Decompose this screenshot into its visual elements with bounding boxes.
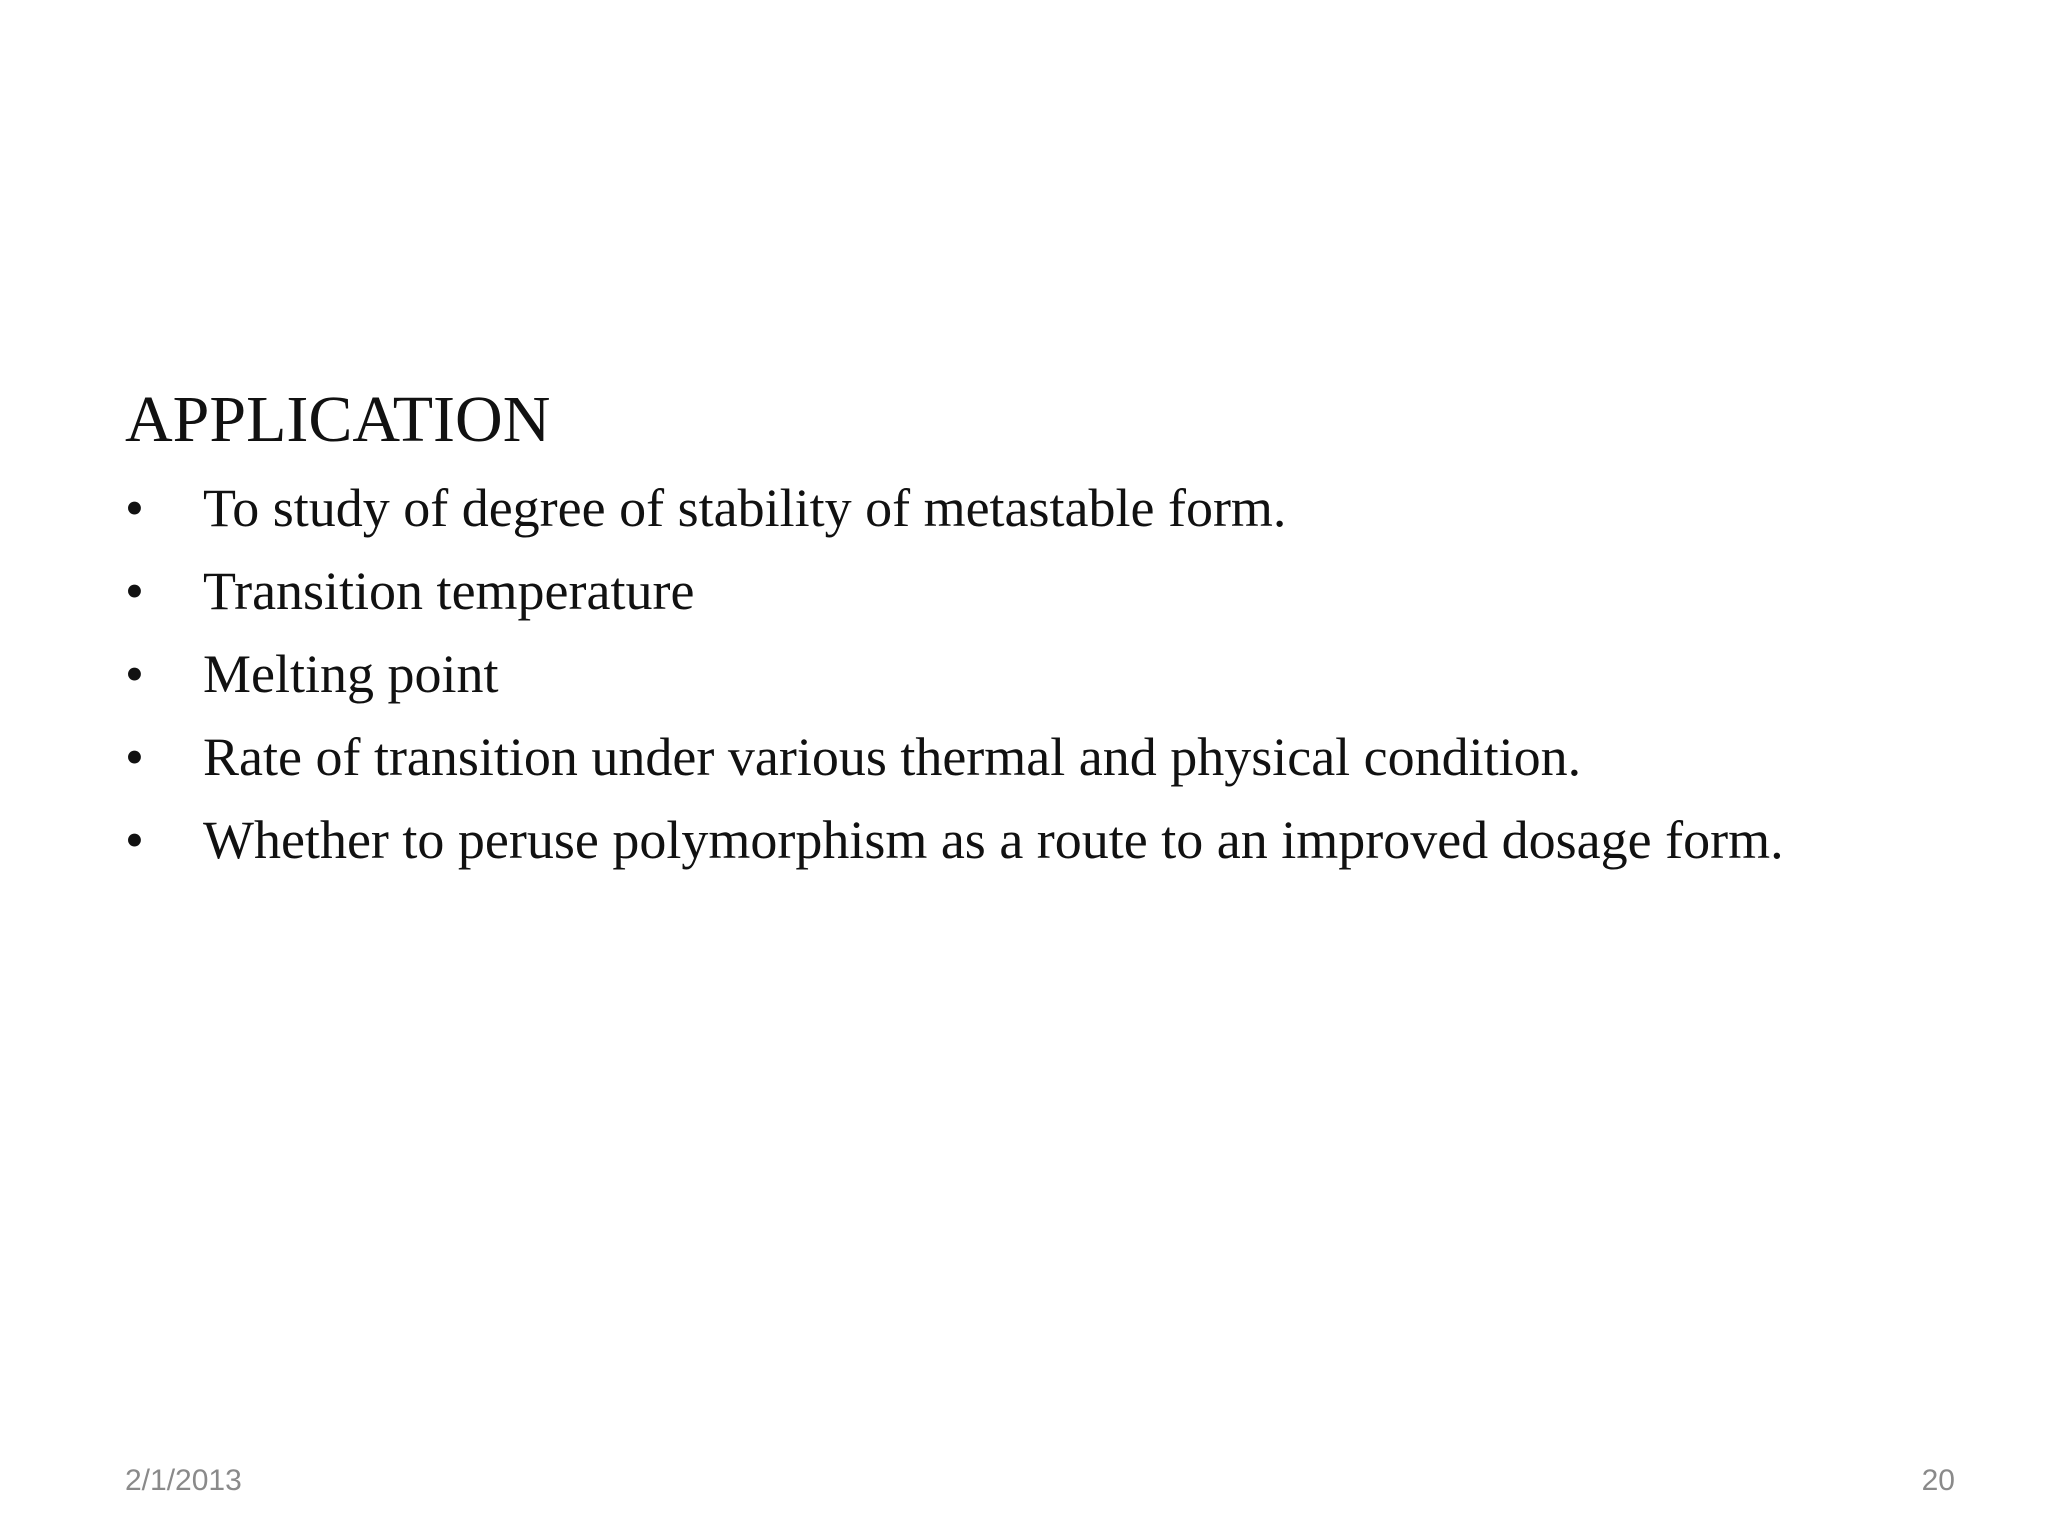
- list-item: [125, 550, 1975, 633]
- bullet-icon: •: [125, 478, 144, 538]
- list-item-text: Melting point: [203, 644, 499, 704]
- bullet-icon: •: [125, 810, 144, 870]
- list-item-text: To study of degree of stability of metastable form.: [203, 478, 1287, 538]
- slide-heading: APPLICATION: [125, 383, 551, 456]
- list-item: [125, 467, 1975, 550]
- bullet-list: [125, 467, 1975, 882]
- slide-content: [125, 375, 1975, 882]
- bullet-icon: •: [125, 727, 144, 787]
- list-item: [125, 799, 1975, 882]
- list-item: [125, 716, 1975, 799]
- footer-date: 2/1/2013: [125, 1464, 242, 1497]
- list-item-text: Rate of transition under various thermal and physical condition.: [203, 727, 1582, 787]
- list-item: [125, 633, 1975, 716]
- bullet-icon: •: [125, 644, 144, 704]
- list-item-text: Whether to peruse polymorphism as a route to an improved dosage form.: [203, 810, 1784, 870]
- list-item-text: Transition temperature: [203, 561, 695, 621]
- bullet-icon: •: [125, 561, 144, 621]
- footer-page-number: 20: [1921, 1464, 1955, 1497]
